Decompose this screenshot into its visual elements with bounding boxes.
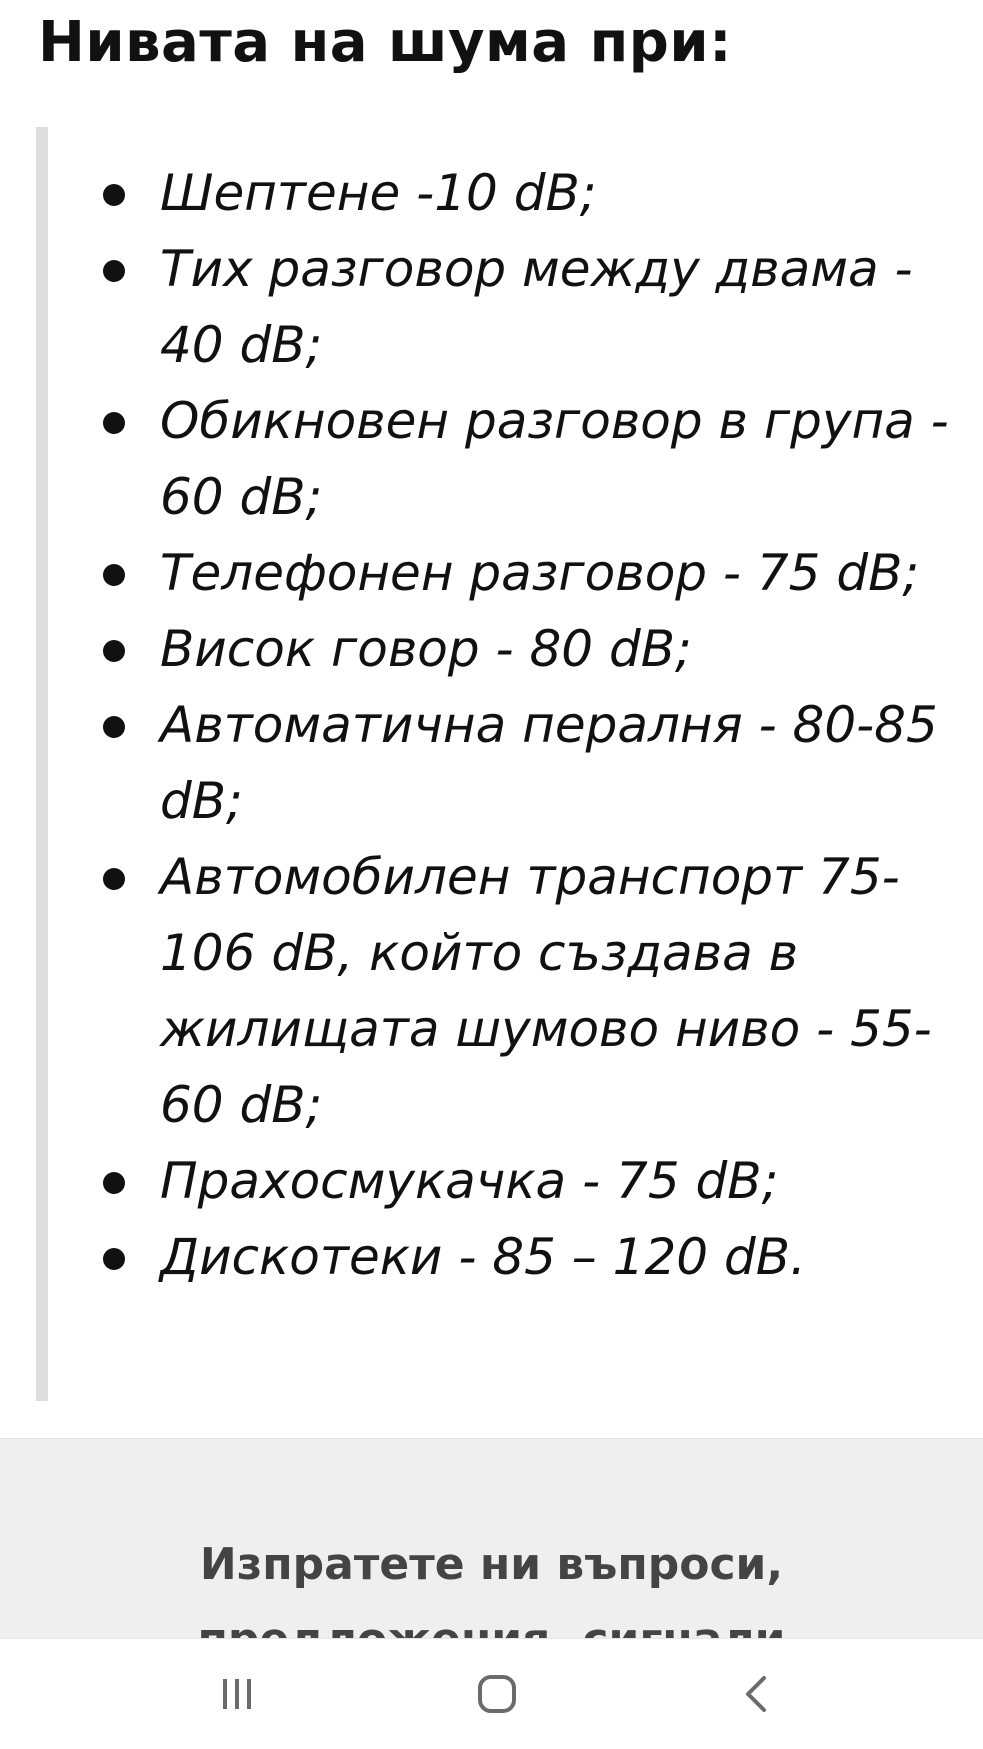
recent-apps-button[interactable] <box>192 1659 282 1729</box>
bullet-icon <box>103 716 125 738</box>
list-item-text: Автоматична пералня - 80-85 dB; <box>160 696 938 830</box>
list-item-vacuum-cleaner <box>160 1143 970 1219</box>
system-navigation-bar <box>0 1638 983 1749</box>
list-item-text: Дискотеки - 85 – 120 dB. <box>160 1228 806 1286</box>
noise-levels-list <box>160 155 970 1295</box>
noise-levels-blockquote <box>36 127 966 1401</box>
bullet-icon <box>103 868 125 890</box>
list-item-discotheques <box>160 1219 970 1295</box>
bullet-icon <box>103 260 125 282</box>
list-item-whisper <box>160 155 970 231</box>
list-item-text: Висок говор - 80 dB; <box>160 620 692 678</box>
list-item-text: Шептене -10 dB; <box>160 164 597 222</box>
list-item-text: Обикновен разговор в група - 60 dB; <box>160 392 949 526</box>
list-item-road-traffic <box>160 839 970 1143</box>
list-item-loud-speech <box>160 611 970 687</box>
list-item-text: Телефонен разговор - 75 dB; <box>160 544 920 602</box>
back-button[interactable] <box>712 1659 802 1729</box>
bullet-icon <box>103 1172 125 1194</box>
contact-footer <box>0 1438 983 1639</box>
bullet-icon <box>103 412 125 434</box>
list-item-group-conversation <box>160 383 970 535</box>
list-item-text: Автомобилен транспорт 75-106 dB, който създава в жилищата шумово ниво - 55-60 dB; <box>160 848 932 1134</box>
list-item-text: Прахосмукачка - 75 dB; <box>160 1152 779 1210</box>
recent-apps-icon <box>217 1674 257 1714</box>
bullet-icon <box>103 1248 125 1270</box>
list-item-phone-conversation <box>160 535 970 611</box>
bullet-icon <box>103 184 125 206</box>
list-item-quiet-conversation <box>160 231 970 383</box>
list-item-washing-machine <box>160 687 970 839</box>
bullet-icon <box>103 640 125 662</box>
home-icon <box>475 1672 519 1716</box>
bullet-icon <box>103 564 125 586</box>
home-button[interactable] <box>452 1659 542 1729</box>
page-heading: Нивата на шума при: <box>38 10 732 75</box>
list-item-text: Тих разговор между двама - 40 dB; <box>160 240 913 374</box>
back-icon <box>737 1674 777 1714</box>
footer-title: Изпратете ни въпроси, <box>199 1539 784 1590</box>
